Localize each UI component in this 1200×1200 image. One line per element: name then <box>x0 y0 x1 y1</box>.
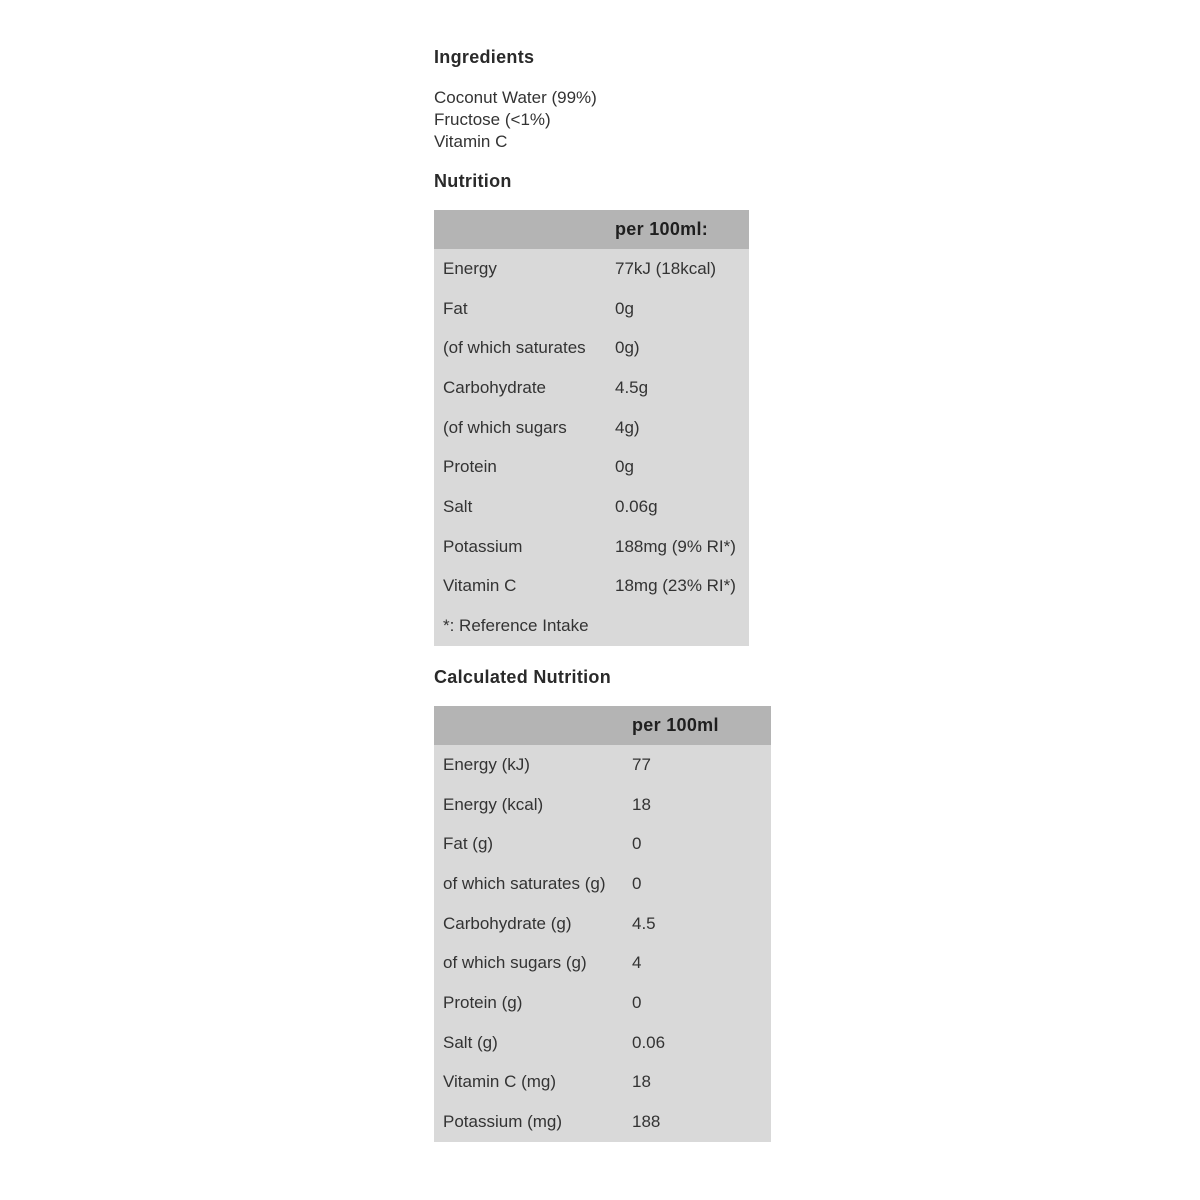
nutrition-heading: Nutrition <box>434 171 512 191</box>
calculated-nutrition-heading: Calculated Nutrition <box>434 667 612 687</box>
reference-intake-footnote: *: Reference Intake <box>443 616 589 636</box>
nutrient-label: Energy (kcal) <box>443 794 544 814</box>
nutrient-label: Carbohydrate <box>443 377 547 397</box>
table-row <box>434 289 749 329</box>
table-row <box>434 1102 771 1142</box>
nutrition-column-header: per 100ml: <box>615 210 749 249</box>
table-row <box>434 447 749 487</box>
table-row <box>434 1023 771 1063</box>
table-row <box>434 249 749 289</box>
footnote-row <box>434 606 749 646</box>
table-row <box>434 527 749 567</box>
table-row <box>434 408 749 448</box>
nutrient-value: 4 <box>632 953 642 973</box>
nutrient-label: Fat <box>443 298 468 318</box>
nutrient-value: 0 <box>632 992 642 1012</box>
nutrient-label: Potassium (mg) <box>443 1112 563 1132</box>
nutrient-label: of which saturates (g) <box>443 873 606 893</box>
nutrition-header-row <box>434 210 749 249</box>
ingredients-heading: Ingredients <box>434 47 535 67</box>
nutrient-value: 18mg (23% RI*) <box>615 576 736 596</box>
nutrient-label: Carbohydrate (g) <box>443 913 572 933</box>
nutrient-value: 4.5 <box>632 913 656 933</box>
nutrient-label: Fat (g) <box>443 834 494 854</box>
nutrient-value: 0 <box>632 834 642 854</box>
nutrient-value: 188mg (9% RI*) <box>615 536 736 556</box>
nutrient-label: Salt (g) <box>443 1032 498 1052</box>
nutrient-label: Salt <box>443 496 473 516</box>
nutrient-value: 0 <box>632 873 642 893</box>
nutrient-value: 0g <box>615 298 634 318</box>
nutrient-value: 4.5g <box>615 377 649 397</box>
table-row <box>434 824 771 864</box>
table-row <box>434 983 771 1023</box>
table-row <box>434 745 771 785</box>
nutrient-label: (of which saturates <box>443 338 586 358</box>
calculated-nutrition-table <box>434 706 771 1142</box>
ingredient-item: Vitamin C <box>434 132 508 151</box>
calculated-column-header: per 100ml <box>632 706 771 745</box>
nutrient-value: 0g <box>615 457 634 477</box>
nutrient-value: 0g) <box>615 338 640 358</box>
nutrition-header-blank <box>434 210 615 249</box>
nutrient-value: 0.06 <box>632 1032 666 1052</box>
table-row <box>434 904 771 944</box>
nutrient-label: of which sugars (g) <box>443 953 587 973</box>
table-row <box>434 368 749 408</box>
table-row <box>434 328 749 368</box>
nutrient-label: (of which sugars <box>443 417 567 437</box>
table-row <box>434 785 771 825</box>
nutrient-value: 18 <box>632 1072 651 1092</box>
nutrient-label: Energy <box>443 258 497 278</box>
nutrient-value: 4g) <box>615 417 640 437</box>
ingredients-list <box>434 87 597 153</box>
nutrient-label: Protein (g) <box>443 992 523 1012</box>
nutrient-label: Vitamin C <box>443 576 517 596</box>
nutrient-label: Potassium <box>443 536 523 556</box>
table-row <box>434 567 749 607</box>
ingredient-item: Fructose (<1%) <box>434 110 551 129</box>
table-row <box>434 943 771 983</box>
table-row <box>434 1063 771 1103</box>
nutrient-value: 0.06g <box>615 496 658 516</box>
calculated-header-row <box>434 706 771 745</box>
nutrient-label: Vitamin C (mg) <box>443 1072 557 1092</box>
nutrition-table <box>434 210 749 646</box>
calculated-header-blank <box>434 706 632 745</box>
nutrient-label: Protein <box>443 457 497 477</box>
nutrient-value: 77kJ (18kcal) <box>615 258 717 278</box>
nutrient-value: 77 <box>632 754 651 774</box>
table-row <box>434 864 771 904</box>
nutrient-value: 18 <box>632 794 651 814</box>
table-row <box>434 487 749 527</box>
nutrient-label: Energy (kJ) <box>443 754 530 774</box>
nutrient-value: 188 <box>632 1112 661 1132</box>
ingredient-item: Coconut Water (99%) <box>434 88 597 107</box>
